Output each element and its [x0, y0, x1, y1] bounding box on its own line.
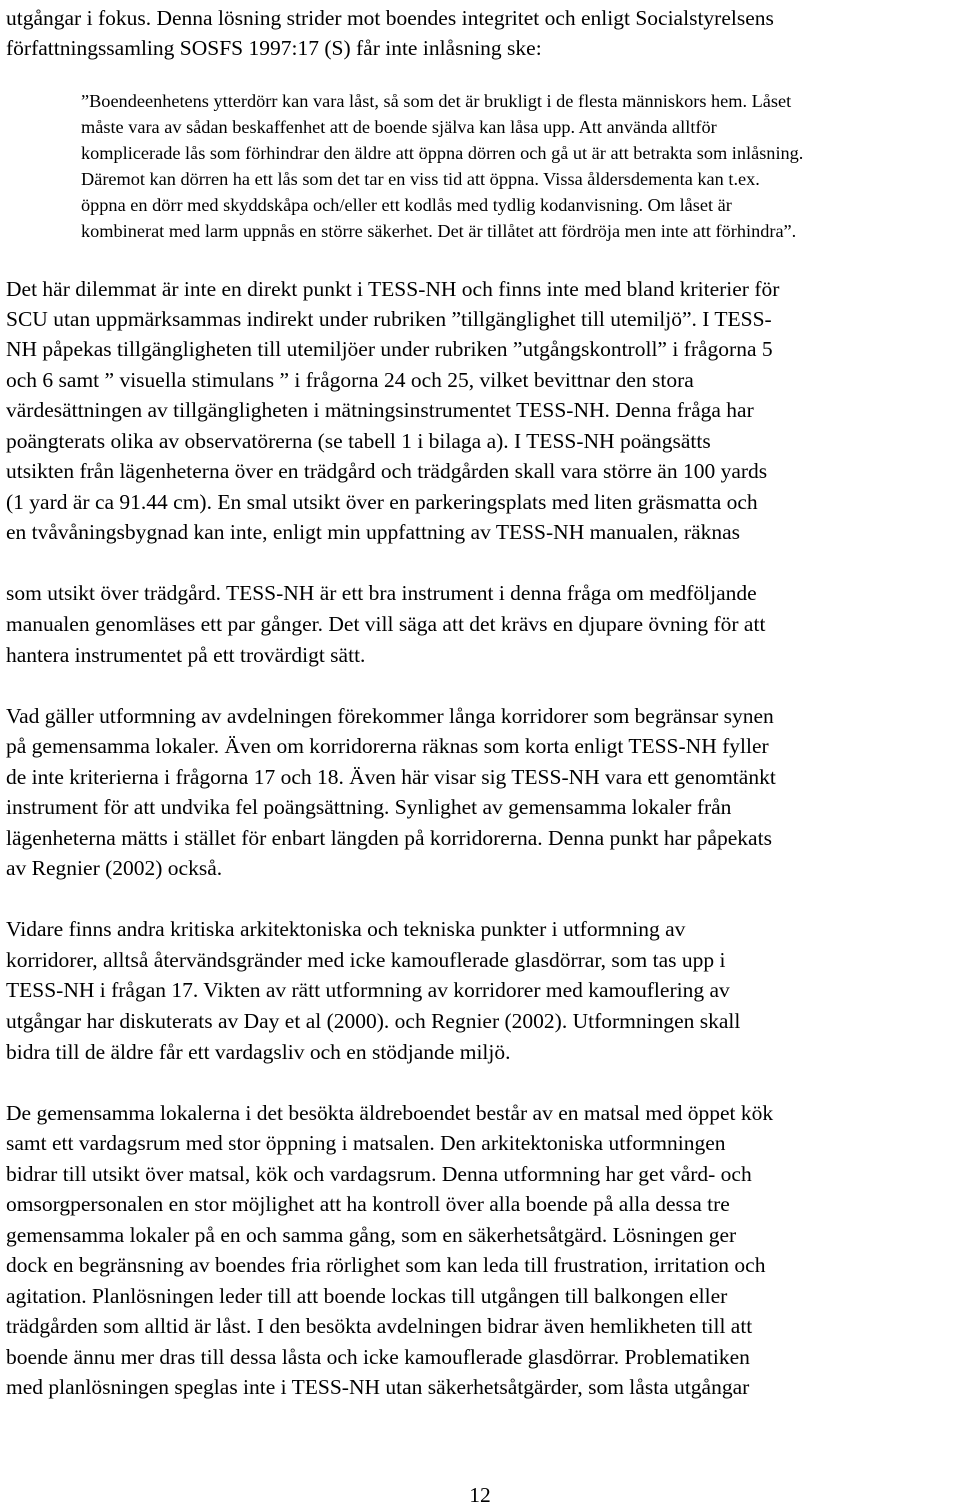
page-number: 12: [469, 1483, 491, 1507]
quote-line: kombinerat med larm uppnås en större säkerhet. Det är tillåtet att fördröja men inte att förhindra”.: [81, 221, 797, 241]
text-line: trädgården som alltid är låst. I den besökta avdelningen bidrar även hemlikheten till att: [6, 1314, 753, 1338]
text-line: Det här dilemmat är inte en direkt punkt i TESS-NH och finns inte med bland kriterier för: [6, 277, 780, 301]
text-line: värdesättningen av tillgängligheten i mätningsinstrumentet TESS-NH. Denna fråga har: [6, 398, 754, 422]
text-line: instrument för att undvika fel poängsättning. Synlighet av gemensamma lokaler från: [6, 795, 732, 819]
text-line: manualen genomläses ett par gånger. Det vill säga att det krävs en djupare övning för att: [6, 612, 766, 636]
quote-line: öppna en dörr med skyddskåpa och/eller ett kodlås med tydlig kodanvisning. Om låset är: [81, 195, 732, 215]
quote-line: ”Boendeenhetens ytterdörr kan vara låst, så som det är brukligt i de flesta människors hem. Låset: [81, 91, 792, 111]
text-line: utgångar i fokus. Denna lösning strider mot boendes integritet och enligt Socialstyrelsens: [6, 6, 774, 30]
text-line: gemensamma lokaler på en och samma gång, som en säkerhetsåtgärd. Lösningen ger: [6, 1223, 737, 1247]
text-line: samt ett vardagsrum med stor öppning i matsalen. Den arkitektoniska utformningen: [6, 1131, 726, 1155]
quote-line: komplicerade lås som förhindrar den äldre att öppna dörren och gå ut är att betrakta som inlåsning.: [81, 143, 804, 163]
text-line: Vad gäller utformning av avdelningen förekommer långa korridorer som begränsar synen: [6, 704, 774, 728]
text-line: SCU utan uppmärksammas indirekt under rubriken ”tillgänglighet till utemiljö”. I TESS-: [6, 307, 772, 331]
text-line: bidra till de äldre får ett vardagsliv och en stödjande miljö.: [6, 1040, 511, 1064]
text-line: som utsikt över trädgård. TESS-NH är ett bra instrument i denna fråga om medföljande: [6, 581, 757, 605]
text-line: en tvåvåningsbygnad kan inte, enligt min uppfattning av TESS-NH manualen, räknas: [6, 520, 741, 544]
text-line: på gemensamma lokaler. Även om korridorerna räknas som korta enligt TESS-NH fyller: [6, 734, 769, 758]
text-line: boende ännu mer dras till dessa låsta och icke kamouflerade glasdörrar. Problematiken: [6, 1345, 750, 1369]
text-line: med planlösningen speglas inte i TESS-NH utan säkerhetsåtgärder, som låsta utgångar: [6, 1375, 750, 1399]
quote-line: måste vara av sådan beskaffenhet att de boende själva kan låsa upp. Att använda alltför: [81, 117, 717, 137]
text-line: poängterats olika av observatörerna (se tabell 1 i bilaga a). I TESS-NH poängsätts: [6, 429, 711, 453]
text-line: hantera instrumentet på ett trovärdigt sätt.: [6, 643, 366, 667]
text-line: bidrar till utsikt över matsal, kök och vardagsrum. Denna utformning har get vård- och: [6, 1162, 752, 1186]
text-line: lägenheterna mätts i stället för enbart längden på korridorerna. Denna punkt har påpekats: [6, 826, 772, 850]
text-line: De gemensamma lokalerna i det besökta äldreboendet består av en matsal med öppet kök: [6, 1101, 774, 1125]
text-line: och 6 samt ” visuella stimulans ” i frågorna 24 och 25, vilket bevittnar den stora: [6, 368, 694, 392]
text-line: Vidare finns andra kritiska arkitektoniska och tekniska punkter i utformning av: [6, 917, 686, 941]
text-line: författningssamling SOSFS 1997:17 (S) får inte inlåsning ske:: [6, 36, 542, 60]
text-line: TESS-NH i frågan 17. Vikten av rätt utformning av korridorer med kamouflering av: [6, 978, 730, 1002]
text-line: utsikten från lägenheterna över en trädgård och trädgården skall vara större än 100 yards: [6, 459, 768, 483]
text-line: agitation. Planlösningen leder till att boende lockas till utgången till balkongen eller: [6, 1284, 728, 1308]
text-line: NH påpekas tillgängligheten till utemiljöer under rubriken ”utgångskontroll” i frågorna 5: [6, 337, 773, 361]
text-line: omsorgpersonalen en stor möjlighet att ha kontroll över alla boende på alla dessa tre: [6, 1192, 730, 1216]
text-line: av Regnier (2002) också.: [6, 856, 223, 880]
text-line: de inte kriterierna i frågorna 17 och 18. Även här visar sig TESS-NH vara ett genomtänkt: [6, 765, 776, 789]
text-line: korridorer, alltså återvändsgränder med icke kamouflerade glasdörrar, som tas upp i: [6, 948, 726, 972]
text-line: (1 yard är ca 91.44 cm). En smal utsikt över en parkeringsplats med liten gräsmatta och: [6, 490, 758, 514]
text-line: dock en begränsning av boendes fria rörlighet som kan leda till frustration, irritation och: [6, 1253, 766, 1277]
quote-line: Däremot kan dörren ha ett lås som det tar en viss tid att öppna. Vissa åldersdementa kan t.ex.: [81, 169, 760, 189]
text-line: utgångar har diskuterats av Day et al (2000). och Regnier (2002). Utformningen skall: [6, 1009, 741, 1033]
